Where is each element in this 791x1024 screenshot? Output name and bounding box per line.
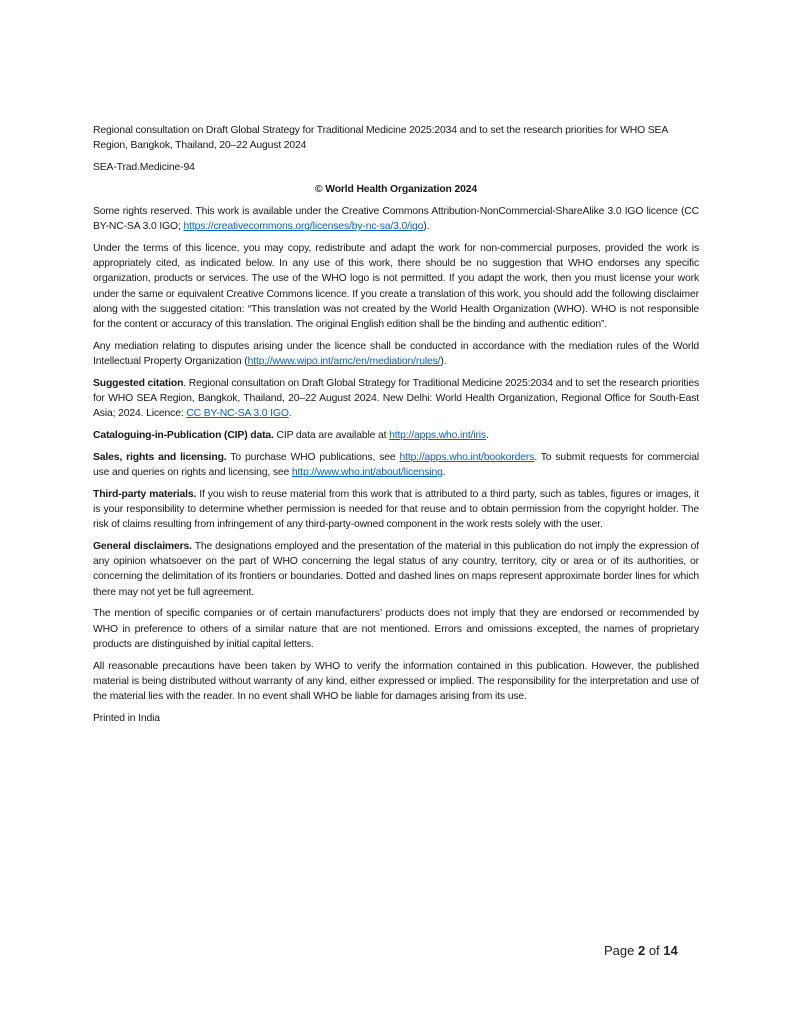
third-party-text: If you wish to reuse material from this work that is attributed to a third party, such as tables, figures or images, it is your responsibility to determine whether permission is needed for that reuse and to obtain permission from the copyright holder. The risk of claims resulting from infringement of any third-party-owned component in the work rests solely with the user. (93, 488, 699, 531)
copyright-notice: © World Health Organization 2024 (314, 183, 478, 195)
creative-commons-link[interactable]: https://creativecommons.org/licenses/by-nc-sa/3.0/igo (183, 221, 424, 233)
disclaimers-label: General disclaimers. (93, 541, 192, 553)
licence-terms-paragraph: Under the terms of this licence, you may copy, redistribute and adapt the work for non-commercial purposes, provided the work is appropriately cited, as indicated below. In any use of this work, there should be no suggestion that WHO endorses any specific organization, products or services. The use of the WHO logo is not permitted. If you adapt the work, then you must license your work under the same or equivalent Creative Commons licence. If you create a translation of this work, you should add the following disclaimer along with the suggested citation: “This translation was not created by the World Health Organization (WHO). WHO is not responsible for the content or accuracy of this translation. The original English edition shall be the binding and authentic edition”. (93, 243, 699, 331)
cip-text: CIP data are available at (273, 430, 390, 442)
disclaimers-text: The designations employed and the presentation of the material in this publication do not imply the expression of any opinion whatsoever on the part of WHO concerning the legal status of any country, territory, city or area or of its authorities, or concerning the delimitation of its frontiers or boundaries. Dotted and dashed lines on maps represent approximate border lines for which there may not yet be full agreement. (93, 541, 699, 598)
page-content (93, 123, 699, 733)
sales-label: Sales, rights and licensing. (93, 451, 227, 463)
cip-paragraph (93, 428, 699, 443)
rights-text-end: ). (423, 221, 430, 233)
wipo-mediation-link[interactable]: http://www.wipo.int/amc/en/mediation/rules/ (247, 356, 441, 368)
cip-text-end: . (485, 430, 489, 442)
cip-label: Cataloguing-in-Publication (CIP) data. (93, 430, 274, 442)
mediation-paragraph (93, 339, 699, 369)
document-code: SEA-Trad.Medicine-94 (93, 162, 195, 173)
mediation-text: Any mediation relating to disputes arising under the licence shall be conducted in accordance with the mediation rules of the World Intellectual Property Organization ( (93, 340, 699, 368)
third-party-label: Third-party materials. (93, 488, 197, 500)
licensing-link[interactable]: http://www.who.int/about/licensing (291, 467, 443, 479)
page-footer (604, 943, 678, 958)
companies-paragraph: The mention of specific companies or of certain manufacturers’ products does not imply that they are endorsed or recommended by WHO in preference to others of a similar nature that are not mentioned. Errors and omissions excepted, the names of proprietary products are distinguished by initial capital letters. (93, 608, 699, 650)
page-number: 2 (637, 943, 646, 958)
licence-link[interactable]: CC BY-NC-SA 3.0 IGO (186, 408, 289, 420)
bookorders-link[interactable]: http://apps.who.int/bookorders (399, 451, 535, 463)
disclaimers-paragraph (93, 539, 699, 600)
citation-label: Suggested citation (93, 377, 184, 389)
iris-link[interactable]: http://apps.who.int/iris (389, 430, 486, 442)
total-pages: 14 (663, 943, 678, 958)
precautions-paragraph: All reasonable precautions have been taken by WHO to verify the information contained in this publication. However, the published material is being distributed without warranty of any kind, either expressed or implied. The responsibility for the interpretation and use of the material lies with the reader. In no event shall WHO be liable for damages arising from its use. (93, 660, 699, 703)
third-party-paragraph (93, 487, 699, 533)
mediation-text-end: ). (440, 356, 447, 368)
sales-text-end: . (442, 467, 446, 479)
rights-paragraph (93, 204, 699, 234)
of-word: of (645, 943, 664, 958)
sales-paragraph (93, 450, 699, 480)
document-title: Regional consultation on Draft Global Strategy for Traditional Medicine 2025:2034 and to set the research priorities for WHO SEA Region, Bangkok, Thailand, 20–22 August 2024 (93, 125, 668, 152)
citation-text: . Regional consultation on Draft Global Strategy for Traditional Medicine 2025:2034 and to set the research priorities for WHO SEA Region, Bangkok, Thailand, 20–22 August 2024. New Delhi: World Health Organization, Regional Office for South-East Asia; 2024. Licence: (93, 377, 700, 420)
sales-text: To purchase WHO publications, see (226, 451, 400, 463)
page-word: Page (604, 943, 638, 958)
citation-paragraph (93, 376, 699, 422)
printed-in: Printed in India (93, 712, 160, 724)
citation-text-end: . (288, 408, 292, 420)
rights-text: Some rights reserved. This work is available under the Creative Commons Attribution-NonCommercial-ShareAlike 3.0 IGO licence (CC BY-NC-SA 3.0 IGO; (93, 206, 699, 233)
sales-text-mid: . To submit requests for commercial use and queries on rights and licensing, see (93, 451, 699, 479)
